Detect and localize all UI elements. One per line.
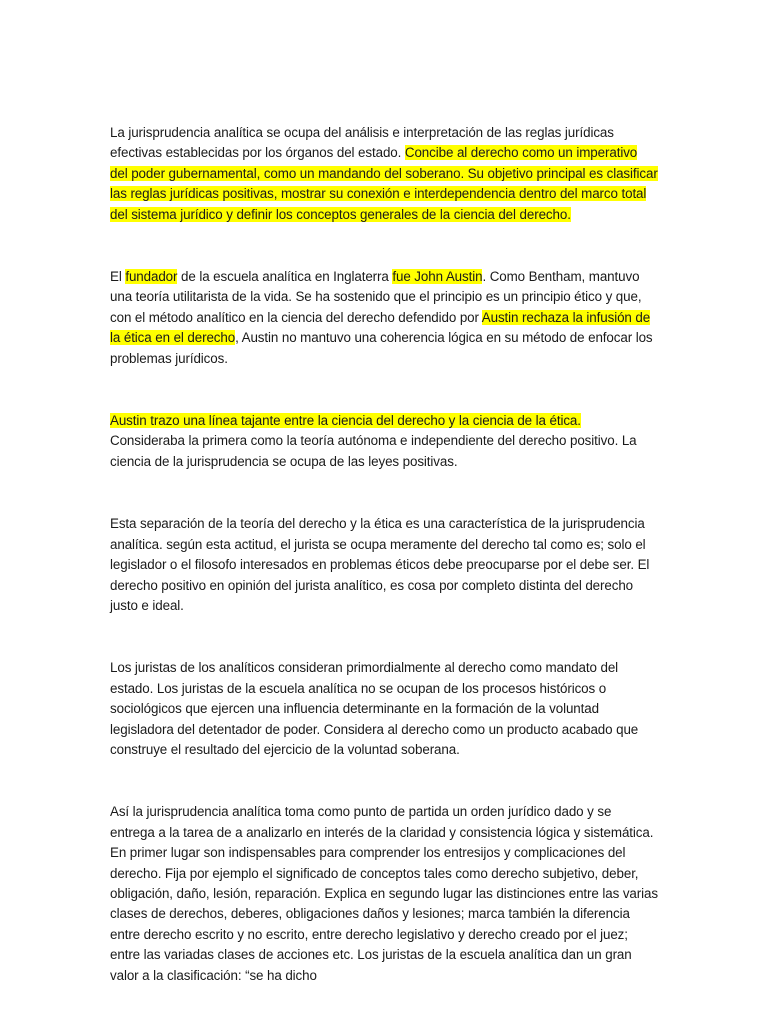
text-run: Así la jurisprudencia analítica toma como punto de partida un orden jurídico dado y se entrega a la tarea de a analizarlo en interés de la claridad y consistencia lógica y sistemática. En primer lugar son indispensables para comprender los entresijos y complicaciones del derecho. Fija por ejemplo el significado de conceptos tales como derecho subjetivo, deber, obligación, daño, lesión, reparación. Explica en segundo lugar las distinciones entre las varias clases de derechos, deberes, obligaciones daños y lesiones; marca también la diferencia entre derecho escrito y no escrito, entre derecho legislativo y derecho creado por el juez; entre las variadas clases de acciones etc. Los juristas de la escuela analítica dan un gran valor a la clasificación: “se ha dicho [110, 804, 658, 983]
highlighted-text: Austin rechaza la infusión de la ética en el derecho [110, 309, 651, 346]
paragraph-6 [110, 802, 658, 986]
document-body [110, 123, 658, 986]
text-run: de la escuela analítica en Inglaterra [177, 269, 393, 285]
highlighted-text: Concibe al derecho como un imperativo del poder gubernamental, como un mandando del soberano. Su objetivo principal es clasificar las reglas jurídicas positivas, mostrar su conexión e interdependencia dentro del marco total del sistema jurídico y definir los conceptos generales de la ciencia del derecho. [110, 145, 658, 222]
text-run: La jurisprudencia analítica se ocupa del análisis e interpretación de las reglas jurídicas efectivas establecidas por los órganos del estado. [110, 125, 614, 161]
highlighted-text: fue John Austin [392, 269, 483, 285]
paragraph-5 [110, 658, 658, 760]
text-run: Consideraba la primera como la teoría autónoma e independiente del derecho positivo. La ciencia de la jurisprudencia se ocupa de las leyes positivas. [110, 433, 637, 469]
paragraph-3 [110, 411, 658, 472]
highlighted-text: Austin trazo una línea tajante entre la ciencia del derecho y la ciencia de la ética. [110, 413, 581, 429]
text-run: . Como Bentham, mantuvo una teoría utilitarista de la vida. Se ha sostenido que el principio es un principio ético y que, con el método analítico en la ciencia del derecho defendido por [110, 269, 642, 325]
paragraph-spacer [110, 616, 658, 658]
text-run: , Austin no mantuvo una coherencia lógica en su método de enfocar los problemas jurídicos. [110, 330, 653, 366]
text-run: Los juristas de los analíticos consideran primordialmente al derecho como mandato del estado. Los juristas de la escuela analítica no se ocupan de los procesos históricos o sociológicos que ejercen una influencia determinante en la formación de la voluntad legisladora del detentador de poder. Considera al derecho como un producto acabado que construye el resultado del ejercicio de la voluntad soberana. [110, 660, 639, 757]
paragraph-spacer [110, 760, 658, 802]
text-run: El [110, 269, 126, 285]
paragraph-spacer [110, 369, 658, 411]
paragraph-1 [110, 123, 658, 225]
text-run: Esta separación de la teoría del derecho y la ética es una característica de la jurisprudencia analítica. según esta actitud, el jurista se ocupa meramente del derecho tal como es; solo el legislador o el filosofo interesados en problemas éticos debe preocuparse por el debe ser. El derecho positivo en opinión del jurista analítico, es cosa por completo distinta del derecho justo e ideal. [110, 516, 650, 613]
paragraph-2 [110, 267, 658, 369]
highlighted-text: fundador [125, 269, 178, 285]
paragraph-4 [110, 514, 658, 616]
paragraph-spacer [110, 225, 658, 267]
paragraph-spacer [110, 472, 658, 514]
